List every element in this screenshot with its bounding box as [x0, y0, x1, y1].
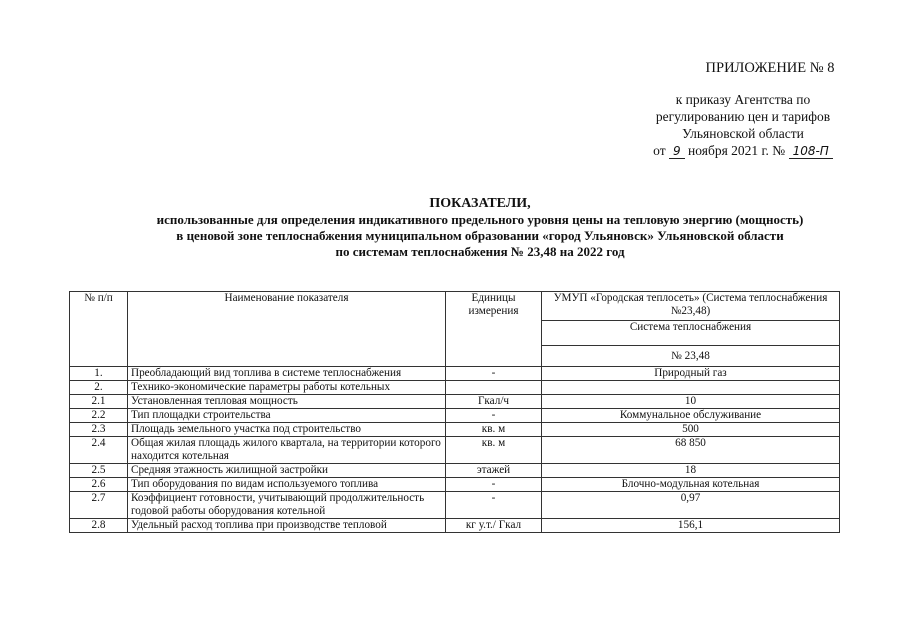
date-day-handwritten: 9	[669, 144, 685, 159]
row-value: 10	[542, 395, 840, 409]
table-row	[70, 492, 840, 519]
row-value: 500	[542, 423, 840, 437]
title-line-4: по системам теплоснабжения № 23,48 на 2022 год	[335, 244, 625, 259]
row-value: Блочно-модульная котельная	[542, 478, 840, 492]
title-main: ПОКАЗАТЕЛИ,	[429, 196, 531, 211]
row-name: Технико-экономические параметры работы котельных	[128, 381, 446, 395]
row-name: Средняя этажность жилищной застройки	[128, 464, 446, 478]
header-unit: Единицы измерения	[446, 292, 542, 367]
order-number-handwritten: 108-П	[789, 144, 833, 159]
header-name: Наименование показателя	[128, 292, 446, 367]
row-value: 18	[542, 464, 840, 478]
row-unit	[446, 381, 542, 395]
header-system: Система теплоснабжения	[542, 321, 840, 346]
table-row	[70, 409, 840, 423]
header-org: УМУП «Городская теплосеть» (Система теплоснабжения №23,48)	[542, 292, 840, 321]
table-row	[70, 519, 840, 533]
table-row	[70, 464, 840, 478]
row-num: 2.4	[70, 437, 128, 464]
table-row	[70, 381, 840, 395]
row-unit: -	[446, 478, 542, 492]
row-num: 1.	[70, 367, 128, 381]
row-unit: -	[446, 409, 542, 423]
row-unit: кг у.т./ Гкал	[446, 519, 542, 533]
row-name: Преобладающий вид топлива в системе теплоснабжения	[128, 367, 446, 381]
header-system-num: № 23,48	[542, 346, 840, 367]
document-title	[60, 196, 900, 260]
order-reference	[620, 91, 866, 160]
order-line-1: к приказу Агентства по	[675, 92, 811, 107]
table-header-row	[70, 292, 840, 321]
row-name: Общая жилая площадь жилого квартала, на территории которого находится котельная	[128, 437, 446, 464]
row-unit: Гкал/ч	[446, 395, 542, 409]
row-value: 68 850	[542, 437, 840, 464]
row-num: 2.7	[70, 492, 128, 519]
table-row	[70, 395, 840, 409]
row-name: Тип площадки строительства	[128, 409, 446, 423]
row-num: 2.	[70, 381, 128, 395]
table-row	[70, 423, 840, 437]
row-unit: кв. м	[446, 423, 542, 437]
row-name: Установленная тепловая мощность	[128, 395, 446, 409]
row-num: 2.1	[70, 395, 128, 409]
row-num: 2.3	[70, 423, 128, 437]
row-name: Коэффициент готовности, учитывающий продолжительность годовой работы оборудования котельной	[128, 492, 446, 519]
table-row	[70, 478, 840, 492]
order-date-line	[620, 142, 866, 160]
row-unit: кв. м	[446, 437, 542, 464]
date-rest: ноября 2021 г. №	[688, 143, 786, 158]
indicators-table	[69, 291, 840, 533]
table-row	[70, 367, 840, 381]
row-value: Природный газ	[542, 367, 840, 381]
row-num: 2.5	[70, 464, 128, 478]
row-name: Площадь земельного участка под строительство	[128, 423, 446, 437]
table-row	[70, 437, 840, 464]
row-value: 156,1	[542, 519, 840, 533]
row-value: Коммунальное обслуживание	[542, 409, 840, 423]
order-line-2: регулированию цен и тарифов	[655, 109, 831, 124]
header-num: № п/п	[70, 292, 128, 367]
row-value: 0,97	[542, 492, 840, 519]
row-num: 2.8	[70, 519, 128, 533]
row-num: 2.2	[70, 409, 128, 423]
appendix-number: ПРИЛОЖЕНИЕ № 8	[705, 60, 835, 76]
row-name: Тип оборудования по видам используемого топлива	[128, 478, 446, 492]
row-value	[542, 381, 840, 395]
row-unit: этажей	[446, 464, 542, 478]
row-unit: -	[446, 367, 542, 381]
title-line-2: использованные для определения индикативного предельного уровня цены на тепловую энергию (мощность)	[156, 212, 804, 227]
row-unit: -	[446, 492, 542, 519]
row-name: Удельный расход топлива при производстве тепловой	[128, 519, 446, 533]
date-prefix: от	[653, 143, 666, 158]
title-line-3: в ценовой зоне теплоснабжения муниципальном образовании «город Ульяновск» Ульяновской области	[176, 228, 784, 243]
row-num: 2.6	[70, 478, 128, 492]
order-line-3: Ульяновской области	[682, 126, 804, 141]
